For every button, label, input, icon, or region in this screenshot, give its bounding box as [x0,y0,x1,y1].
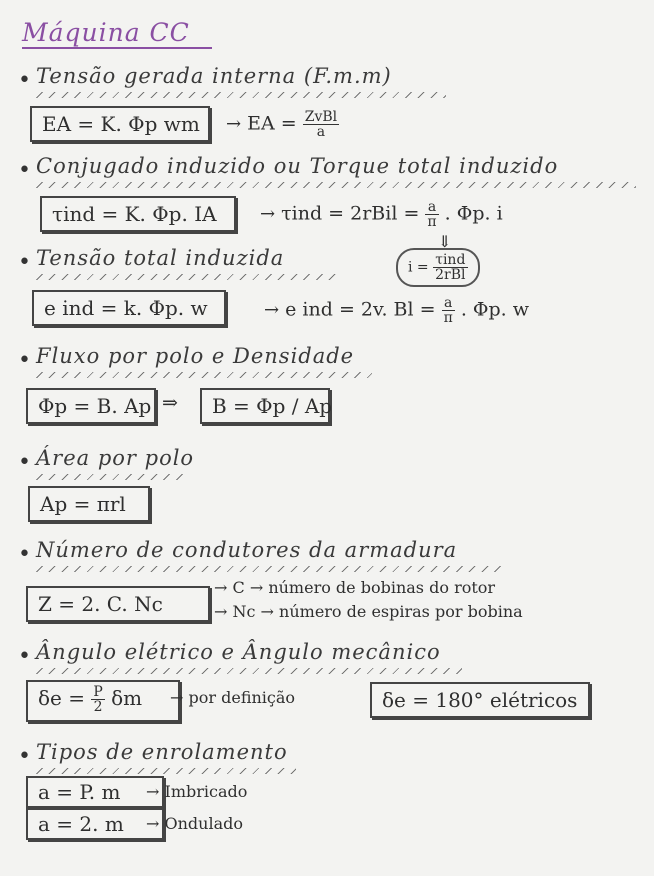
formula-text: e ind = 2v. Bl = [285,298,436,321]
section-heading-area: Área por polo [36,446,195,470]
bullet: • [18,450,31,475]
note-ondulado: → Ondulado [146,814,243,833]
formula-box-imbricado: a = P. m [26,776,164,808]
bullet: • [18,744,31,769]
denominator: 2rBl [435,267,466,283]
bullet: • [18,644,31,669]
delta-lhs: δe = [38,686,85,710]
heading-underline [36,274,336,280]
formula-box-ea: EA = K. Φp wm [30,106,210,142]
heading-underline [36,668,462,674]
section-heading-angulo: Ângulo elétrico e Ângulo mecânico [36,640,441,664]
title-underline [22,47,212,49]
arrow-icon: → [226,113,242,135]
section-heading-fluxo: Fluxo por polo e Densidade [36,344,355,368]
page-title: Máquina CC [22,18,190,47]
denominator: π [443,310,453,326]
formula-box-eind: e ind = k. Φp. w [32,290,226,326]
heading-underline [36,768,296,774]
down-arrow-icon: ⇓ [438,232,452,251]
formula-box-ondulado: a = 2. m [26,808,164,840]
numerator: τind [433,253,467,268]
bullet: • [18,250,31,275]
denominator: π [427,214,437,230]
section-heading-tipos: Tipos de enrolamento [36,740,288,764]
denominator: a [316,124,326,140]
heading-underline [36,372,372,378]
section-heading-conjugado: Conjugado induzido ou Torque total induzido [36,154,559,178]
numerator: a [442,296,455,311]
arrow-icon: → [260,203,276,225]
formula-box-flux: Φp = B. Ap [26,388,156,424]
formula-lhs: EA = [247,112,297,135]
formula-box-z: Z = 2. C. Nc [26,586,210,622]
bullet: • [18,348,31,373]
formula-tind-expanded [260,200,503,229]
note-nc: → Nc → número de espiras por bobina [214,602,523,621]
arrow-icon: → [264,299,280,321]
formula-tail: . Φp. w [460,298,530,321]
note-definicao: → por definição [170,688,296,707]
note-c: → C → número de bobinas do rotor [214,578,496,597]
numerator: P [93,684,103,700]
fraction [442,296,455,325]
formula-text: τind = 2rBil = [281,202,420,225]
current-note-cloud [396,248,480,287]
formula-tail: . Φp. i [444,202,503,225]
fraction [425,200,438,229]
cloud-lhs: i = [408,259,429,276]
note-imbricado: → Imbricado [146,782,248,801]
formula-eind-expanded [264,296,529,325]
delta-tail: δm [111,686,143,710]
heading-underline [36,474,186,480]
numerator: ZvBl [304,109,338,125]
heading-underline [36,566,506,572]
fraction [433,253,467,282]
bullet: • [18,158,31,183]
implies-icon: ⇒ [162,392,178,414]
formula-ea-expanded [226,110,339,139]
formula-box-density: B = Φp / Ap [200,388,330,424]
denominator: 2 [93,699,103,715]
numerator: a [425,200,438,215]
heading-underline [36,182,636,188]
bullet: • [18,68,31,93]
formula-box-tind: τind = K. Φp. IA [40,196,236,232]
formula-box-180: δe = 180° elétricos [370,682,590,718]
section-heading-condutores: Número de condutores da armadura [36,538,458,562]
fraction [91,685,104,714]
section-heading-tensao-total: Tensão total induzida [36,246,285,270]
bullet: • [18,542,31,567]
formula-box-delta [26,680,180,722]
formula-box-area: Ap = πrl [28,486,150,522]
heading-underline [36,92,446,98]
fraction [303,110,339,139]
section-heading-tensao-gerada: Tensão gerada interna (F.m.m) [36,64,392,88]
